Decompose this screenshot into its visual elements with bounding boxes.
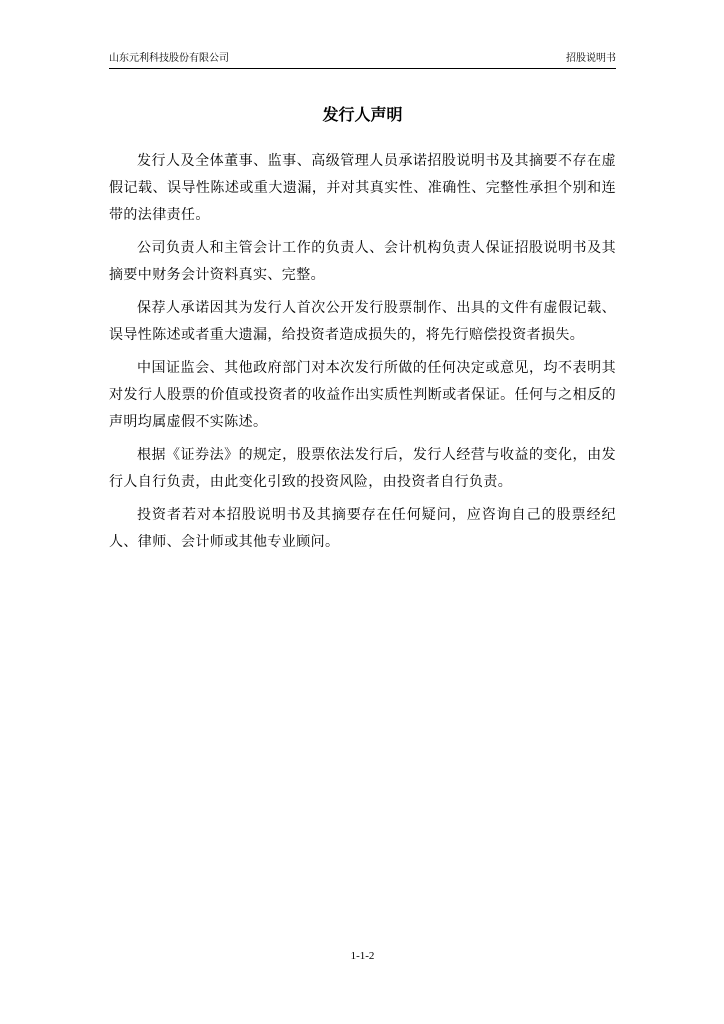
- page-number: 1-1-2: [350, 950, 375, 962]
- paragraph-1: 发行人及全体董事、监事、高级管理人员承诺招股说明书及其摘要不存在虚假记载、误导性陈述或重大遗漏，并对其真实性、准确性、完整性承担个别和连带的法律责任。: [109, 153, 616, 223]
- paragraph-5: 根据《证券法》的规定，股票依法发行后，发行人经营与收益的变化，由发行人自行负责，由此变化引致的投资风险，由投资者自行负责。: [109, 447, 616, 490]
- header-company-name: 山东元利科技股份有限公司: [109, 53, 229, 64]
- header-document-type: 招股说明书: [566, 53, 616, 64]
- paragraph-2: 公司负责人和主管会计工作的负责人、会计机构负责人保证招股说明书及其摘要中财务会计资料真实、完整。: [109, 240, 616, 283]
- paragraph-3: 保荐人承诺因其为发行人首次公开发行股票制作、出具的文件有虚假记载、误导性陈述或者重大遗漏，给投资者造成损失的，将先行赔偿投资者损失。: [109, 300, 616, 343]
- page-title: 发行人声明: [322, 105, 403, 124]
- paragraph-4: 中国证监会、其他政府部门对本次发行所做的任何决定或意见，均不表明其对发行人股票的价值或投资者的收益作出实质性判断或者保证。任何与之相反的声明均属虚假不实陈述。: [109, 360, 616, 430]
- page-header: [109, 50, 616, 69]
- paragraph-6: 投资者若对本招股说明书及其摘要存在任何疑问，应咨询自己的股票经纪人、律师、会计师或其他专业顾问。: [109, 507, 616, 550]
- statement-body: [109, 148, 616, 562]
